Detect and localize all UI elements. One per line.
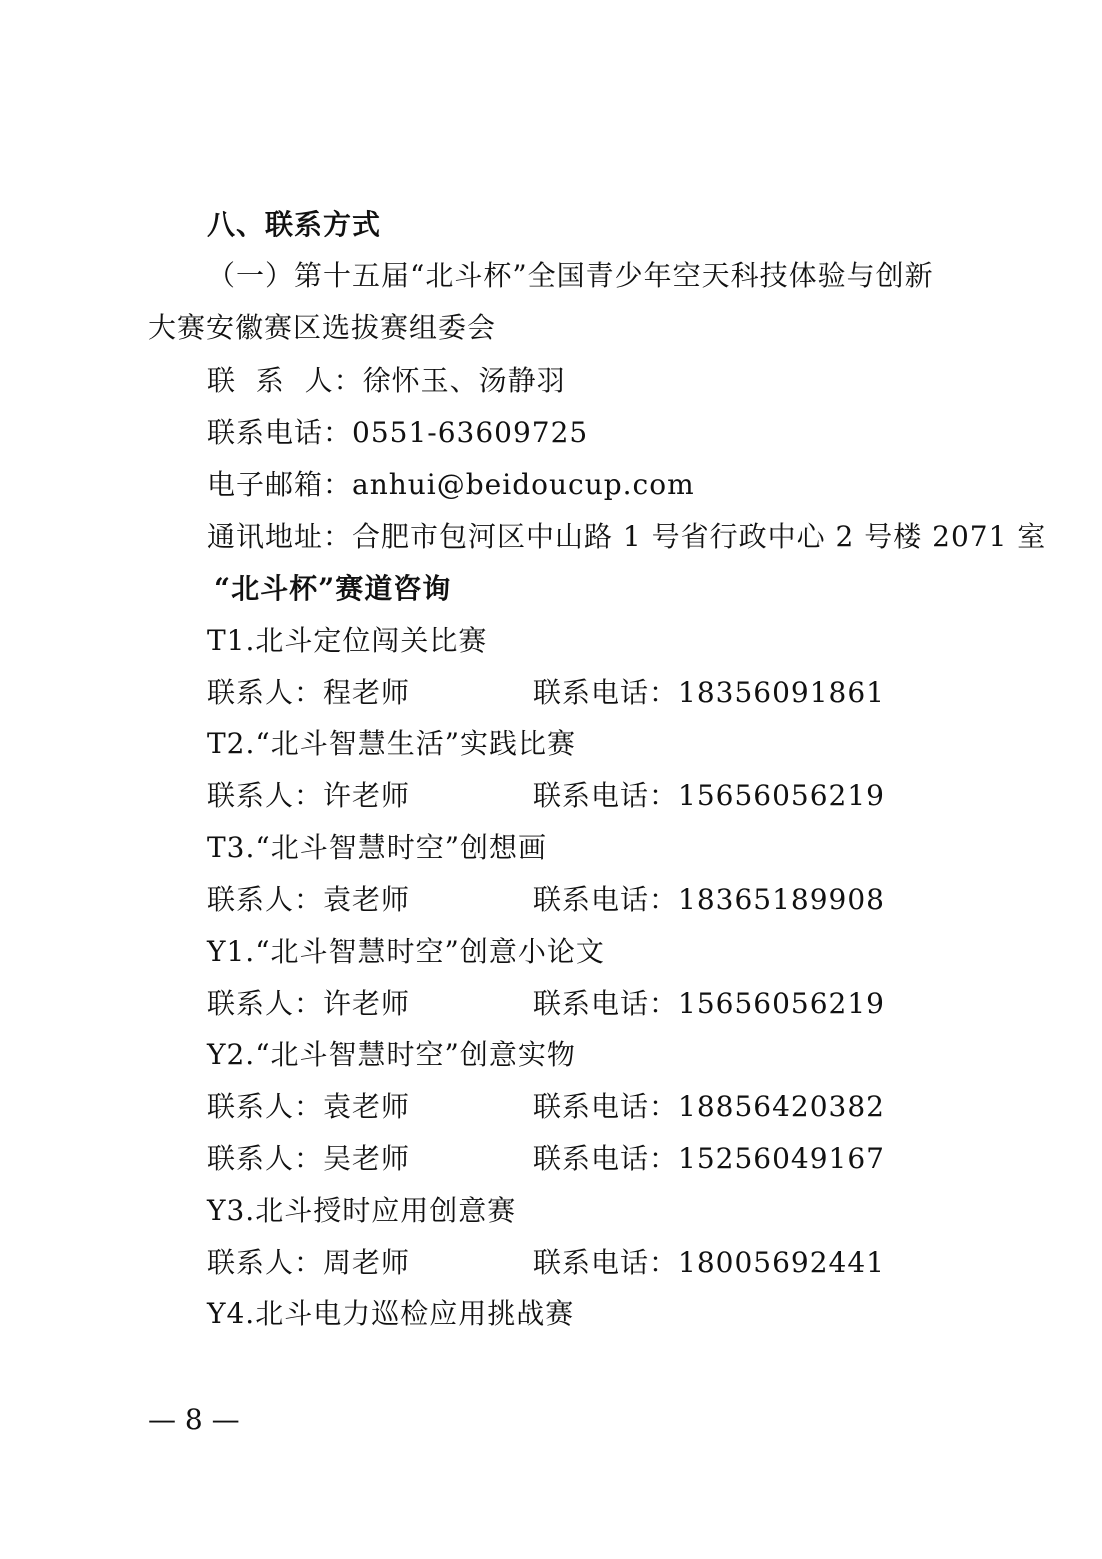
contact-person: 联 系 人：徐怀玉、汤静羽 [207,364,566,397]
track-contact-person: 联系人：袁老师 [207,1090,411,1123]
section-heading: 八、联系方式 [207,208,382,241]
track-title: T1.北斗定位闯关比赛 [207,624,488,657]
contact-phone: 联系电话：0551-63609725 [207,416,589,449]
track-title: Y1.“北斗智慧时空”创意小论文 [207,935,605,968]
track-title: T3.“北斗智慧时空”创想画 [207,831,548,864]
contact-address: 通讯地址：合肥市包河区中山路 1 号省行政中心 2 号楼 2071 室 [207,520,1047,553]
track-title: Y3.北斗授时应用创意赛 [207,1194,517,1227]
track-title: Y2.“北斗智慧时空”创意实物 [207,1038,576,1071]
track-title: Y4.北斗电力巡检应用挑战赛 [207,1297,575,1330]
track-contact-person: 联系人：周老师 [207,1246,411,1279]
track-contact-phone: 联系电话：18365189908 [533,883,885,916]
track-contact-phone: 联系电话：15256049167 [533,1142,885,1175]
org-title-line1: （一）第十五届“北斗杯”全国青少年空天科技体验与创新 [207,259,934,292]
track-consult-heading: “北斗杯”赛道咨询 [214,572,452,605]
track-title: T2.“北斗智慧生活”实践比赛 [207,727,577,760]
track-contact-person: 联系人：袁老师 [207,883,411,916]
track-contact-phone: 联系电话：15656056219 [533,987,885,1020]
track-contact-phone: 联系电话：18356091861 [533,676,885,709]
page-number: — 8 — [148,1403,240,1436]
track-contact-person: 联系人：吴老师 [207,1142,411,1175]
track-contact-phone: 联系电话：18005692441 [533,1246,885,1279]
track-contact-person: 联系人：许老师 [207,987,411,1020]
contact-email: 电子邮箱：anhui@beidoucup.com [207,468,695,501]
org-title-line2: 大赛安徽赛区选拔赛组委会 [148,311,497,344]
track-contact-phone: 联系电话：15656056219 [533,779,885,812]
track-contact-person: 联系人：许老师 [207,779,411,812]
track-contact-phone: 联系电话：18856420382 [533,1090,885,1123]
track-contact-person: 联系人：程老师 [207,676,411,709]
